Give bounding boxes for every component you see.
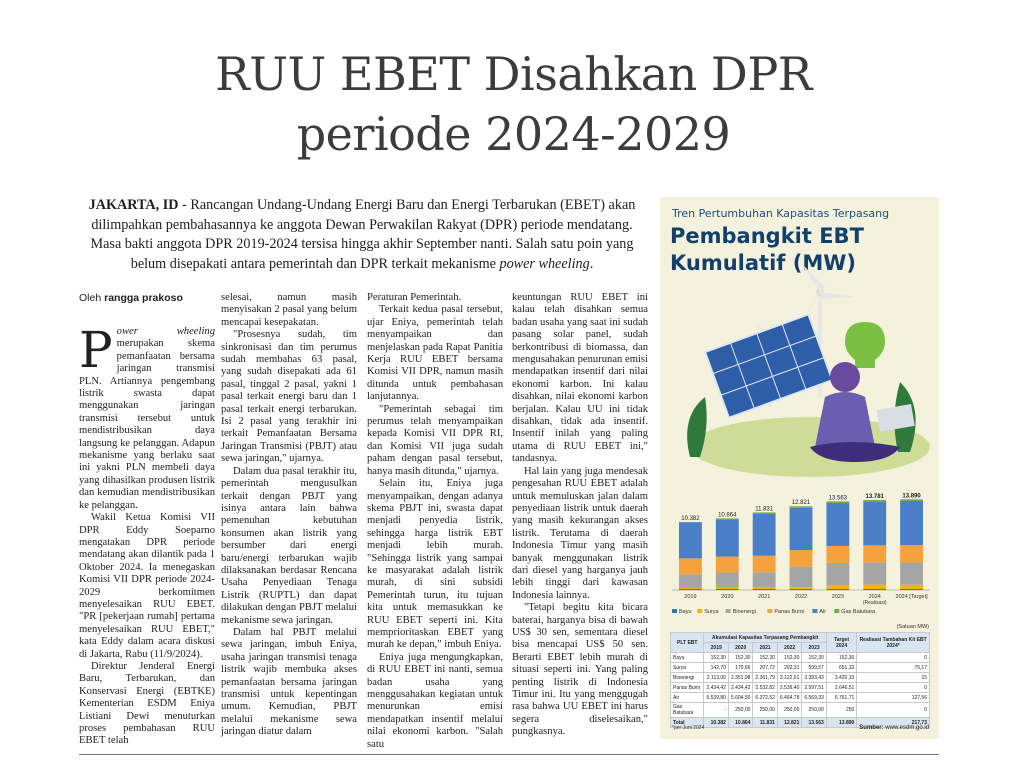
table-cell: 15 xyxy=(857,673,930,683)
header-year: 2023 xyxy=(802,643,826,653)
table-cell: 152,30 xyxy=(802,653,826,663)
table-cell: 2.351,98 xyxy=(728,673,752,683)
table-cell: 10.382 xyxy=(704,718,728,728)
bar-segment-panas-bumi xyxy=(863,545,886,562)
table-cell: 152,30 xyxy=(704,653,728,663)
table-row xyxy=(671,653,930,663)
headline-line-1: RUU EBET Disahkan DPR xyxy=(215,47,812,101)
table-row xyxy=(671,693,930,703)
bar-segment-bioenergi xyxy=(679,574,702,588)
paragraph-text: merupakan skema pemanfaatan bersama jaringan transmisi PLN. Artiannya pengembang listrik swasta dapat menggunakan jaringan transmisi tersebut untuk mendistribusikan daya langsung ke pelanggan. Adapun mekanisme yang berlaku saat ini yakni PLN membeli daya yang dihasilkan produsen listrik dan kemudian mendistribusikan ke pelanggan. xyxy=(79,338,215,511)
bar-segment-gas-batubara xyxy=(790,506,813,508)
infographic-title: Pembangkit EBT Kumulatif (MW) xyxy=(670,224,864,275)
legend-swatch xyxy=(767,609,772,613)
lead-end: . xyxy=(589,255,594,272)
paragraph: Dalam hal PBJT melalui sewa jaringan, imbuh Eniya, usaha jaringan transmisi tenaga listrik wajib membuka akses pemanfaatan bersama jaringan transmisi untuk kepentingan umum. Kemudian, PBJT melalui mekanisme sewa jaringan diatur dalam xyxy=(221,626,357,738)
bar-segment-surya xyxy=(716,588,739,589)
table-cell-label: Surya xyxy=(671,663,704,673)
table-cell: 13.890 xyxy=(826,718,856,728)
bar-segment-air xyxy=(863,502,886,546)
x-tick-label: 2024 xyxy=(868,594,881,600)
bar-segment-panas-bumi xyxy=(790,550,813,567)
x-tick-label: 2024 [Target] xyxy=(895,594,928,600)
table-cell: 6.464,78 xyxy=(777,693,801,703)
x-tick-note: (Realisasi) xyxy=(862,600,887,606)
drop-cap: P xyxy=(79,321,113,379)
header-target: Target 2024 xyxy=(826,633,856,653)
table-cell: 599,57 xyxy=(802,663,826,673)
capacity-bar-chart xyxy=(660,472,939,632)
bar-segment-panas-bumi xyxy=(900,545,923,562)
bar-total-label: 10.864 xyxy=(718,512,737,519)
source-value: www.esdm.go.id xyxy=(883,725,929,731)
table-row xyxy=(671,683,930,693)
article-column-3 xyxy=(367,292,503,750)
paragraph: "Tetapi begitu kita bicara baterai, harganya bisa di bawah US$ 30 sen, sementara diesel bisa mencapai US$ 50 sen. Berarti EBET lebih murah di situasi seperti ini. Yang paling penting listrik di Indonesia Timur ini. Itu yang menggugah rasa bahwa UU EBET ini harus segera diselesaikan," pungkasnya. xyxy=(512,602,648,738)
lead-text: - Rancangan Undang-Undang Energi Baru dan Energi Terbarukan (EBET) akan dilimpahkan pembahasannya ke anggota Dewan Perwakilan Rakyat (DPR) periode mendatang. Masa bakti anggota DPR 2019-2024 tersisa hingga akhir September nanti. Salah satu poin yang belum disepakati antara pemerintah dan DPR terkait mekanisme xyxy=(90,197,636,272)
table-cell: 250 xyxy=(826,703,856,718)
header-accumulation: Akumulasi Kapasitas Terpasang Pembangkit xyxy=(704,633,826,643)
bottom-rule xyxy=(79,754,939,755)
italic-term: ower wheeling xyxy=(116,326,215,337)
article-column-2 xyxy=(221,292,357,742)
table-cell: 207,72 xyxy=(753,663,777,673)
bar-segment-panas-bumi xyxy=(753,556,776,573)
bar-segment-surya xyxy=(826,585,849,589)
bar-segment-air xyxy=(679,522,702,558)
bar-segment-air xyxy=(900,501,923,545)
bar-segment-surya xyxy=(753,588,776,589)
table-cell: 152,30 xyxy=(777,653,801,663)
bar-segment-surya xyxy=(790,587,813,589)
legend-label: Surya xyxy=(704,609,719,615)
table-cell: 3.420,10 xyxy=(826,673,856,683)
infographic-subtitle: Tren Pertumbuhan Kapasitas Terpasang xyxy=(672,207,890,220)
table-row xyxy=(671,703,930,718)
header-year: 2021 xyxy=(753,643,777,653)
paragraph: Dalam dua pasal terakhir itu, pemerintah mengusulkan terkait dengan PBJT yang isinya antara lain bahwa pemenuhan kebutuhan konsumen akan listrik yang bersumber dari energi baru/energi terbarukan wajib dilaksanakan berdasar Rencana Usaha Penyediaan Tenaga Listrik (RUPTL) dan dapat dilakukan dengan PBJT melalui mekanisme sewa jaringan. xyxy=(221,465,357,626)
table-cell: 0 xyxy=(857,683,930,693)
x-tick-label: 2020 xyxy=(721,594,734,600)
table-cell: 0 xyxy=(857,703,930,718)
table-cell: - xyxy=(704,703,728,718)
bar-segment-air xyxy=(826,503,849,546)
bar-segment-bioenergi xyxy=(790,567,813,587)
table-cell: 2.113,00 xyxy=(704,673,728,683)
bar-segment-bioenergi xyxy=(753,572,776,587)
table-cell: 2.361,79 xyxy=(753,673,777,683)
bar-total-label: 13.781 xyxy=(865,493,884,500)
paragraph: Peraturan Pemerintah. xyxy=(367,292,462,303)
legend-swatch xyxy=(812,609,817,613)
table-row xyxy=(671,663,930,673)
bar-segment-bioenergi xyxy=(863,562,886,584)
bar-segment-gas-batubara xyxy=(900,499,923,501)
header-plt: PLT EBT xyxy=(671,633,704,653)
bar-segment-air xyxy=(790,508,813,550)
table-cell: 170,66 xyxy=(728,663,752,673)
capacity-table xyxy=(670,632,930,728)
header-year: 2022 xyxy=(777,643,801,653)
legend-label: Bayu xyxy=(679,609,692,615)
table-cell: 5.604,50 xyxy=(728,693,752,703)
renewable-energy-illustration-icon xyxy=(660,257,939,487)
table-cell: 3.122,51 xyxy=(777,673,801,683)
x-tick-label: 2019 xyxy=(684,594,697,600)
article-column-4 xyxy=(512,292,648,742)
table-cell-label: Panas Bumi xyxy=(671,683,704,693)
table-cell-label: Gas Batubara xyxy=(671,703,704,718)
paragraph: selesai, namun masih menyisakan 2 pasal yang belum mencapai kesepakatan. xyxy=(221,292,357,328)
legend-swatch xyxy=(697,609,702,613)
table-cell: 6.372,52 xyxy=(753,693,777,703)
header-added: Realisasi Tambahan Kit EBT 2024* xyxy=(857,633,930,653)
table-cell-label: Bioenergi xyxy=(671,673,704,683)
table-cell: 127,56 xyxy=(857,693,930,703)
legend-swatch xyxy=(672,609,677,613)
table-cell: 75,17 xyxy=(857,663,930,673)
x-tick-label: 2021 xyxy=(758,594,771,600)
table-cell-label: Air xyxy=(671,693,704,703)
bar-segment-bioenergi xyxy=(716,573,739,588)
table-cell: 2.434,42 xyxy=(704,683,728,693)
dateline: JAKARTA, ID xyxy=(88,197,179,213)
paragraph: Selain itu, Eniya juga menyampaikan, dengan adanya skema PBJT ini, swasta dapat menjadi penyedia listrik, sehingga harga listrik EBT menjadi lebih murah. "Sehingga listrik yang sampai ke masyarakat adalah listrik murah, di sini subsidi Pemerintah turun, itu tujuan kita untuk memasukkan ke RUU EBET seperti ini. Kita memprioritaskan EBET yang murah ke depan," imbuh Eniya. xyxy=(367,478,503,651)
headline-line-2: periode 2024-2029 xyxy=(296,107,731,161)
table-cell: 651,10 xyxy=(826,663,856,673)
bar-segment-gas-batubara xyxy=(826,501,849,503)
table-cell: 11.831 xyxy=(753,718,777,728)
table-cell: 2.597,51 xyxy=(802,683,826,693)
table-cell: 152,30 xyxy=(826,653,856,663)
source xyxy=(859,725,929,731)
bar-segment-gas-batubara xyxy=(753,512,776,514)
lead-paragraph xyxy=(86,196,638,274)
table-cell: 2.646,51 xyxy=(826,683,856,693)
bar-segment-air xyxy=(753,514,776,556)
table-cell: 2.532,82 xyxy=(753,683,777,693)
bar-segment-bioenergi xyxy=(900,562,923,584)
bar-segment-gas-batubara xyxy=(716,518,739,520)
legend-swatch xyxy=(726,609,731,613)
table-cell: 152,30 xyxy=(728,653,752,663)
paragraph: Terkait kedua pasal tersebut, ujar Eniya, pemerintah telah menyampaikan dan menjelaskan pada Rapat Panitia Kerja RUU EBET bersama Komisi VII DPR, namun masih ditunda untuk pembahasan lanjutannya. xyxy=(367,304,503,403)
table-cell: 142,70 xyxy=(704,663,728,673)
lead-italic-term: power wheeling xyxy=(499,255,590,272)
bar-total-label: 11.831 xyxy=(755,506,774,513)
table-cell: 0 xyxy=(857,653,930,663)
bar-segment-surya xyxy=(900,585,923,589)
table-cell: 13.563 xyxy=(802,718,826,728)
byline-author: rangga prakoso xyxy=(104,292,183,304)
paragraph: Hal lain yang juga mendesak pengesahan RUU EBET adalah untuk memuluskan jalan dalam penyediaan listrik untuk daerah yang masih kekurangan akses listrik. Terutama di daerah Indonesia Timur yang masih banyak menggunakan listrik dari diesel yang harganya jauh lebih tinggi dari kawasan Indonesia lainnya. xyxy=(512,465,648,601)
table-cell-label: Bayu xyxy=(671,653,704,663)
table-row xyxy=(671,673,930,683)
legend-label: Air xyxy=(819,609,827,615)
bar-segment-air xyxy=(716,520,739,557)
x-tick-label: 2022 xyxy=(794,594,808,600)
table-cell: 217,73 xyxy=(857,718,930,728)
source-label: Sumber: xyxy=(859,725,884,731)
bar-total-label: 12.821 xyxy=(791,500,811,507)
legend-label: Gas Batubara xyxy=(841,609,876,615)
bar-total-label: 10.382 xyxy=(681,516,700,523)
bar-segment-surya xyxy=(863,585,886,589)
paragraph xyxy=(79,321,215,512)
legend-label: Bioenergi xyxy=(732,609,756,615)
legend-label: Panas Bumi xyxy=(774,609,805,615)
table-cell: 5.539,80 xyxy=(704,693,728,703)
bar-segment-panas-bumi xyxy=(826,546,849,563)
bar-segment-panas-bumi xyxy=(716,557,739,573)
bar-segment-bioenergi xyxy=(826,563,849,585)
paragraph: "Pemerintah sebagai tim perumus telah menyampaikan kepada Komisi VII DPR RI, dan Komisi VII juga sudah paham dengan pasal tersebut, hanya masih ditunda," ujarnya. xyxy=(367,403,503,477)
legend-swatch xyxy=(834,609,839,613)
bar-segment-gas-batubara xyxy=(863,500,886,502)
paragraph: "Prosesnya sudah, tim sinkronisasi dan tim perumus sudah membahas 63 pasal, yang sudah disepakati ada 61 pasal, tinggal 2 pasal, yakni 1 pasal terkait energi baru dan 1 pasal terkait energi terbarukan. Isi 2 pasal yang terakhir ini terkait Pemanfaatan Bersama Jaringan Transmisi (PBJT) atau sewa jaringan," ujarnya. xyxy=(221,329,357,465)
header-year: 2020 xyxy=(728,643,752,653)
table-cell: 2.539,40 xyxy=(777,683,801,693)
paragraph: Direktur Jenderal Energi Baru, Terbarukan, dan Konservasi Energi (EBTKE) Kementerian ESDM Eniya Listiani Dewi menuturkan proses pembahasan RUU EBET telah xyxy=(79,660,215,747)
table-cell: 6.761,71 xyxy=(826,693,856,703)
table-cell: 10.864 xyxy=(728,718,752,728)
table-cell-label: Total xyxy=(671,718,704,728)
byline-prefix: Oleh xyxy=(79,292,105,304)
table-cell: 250,00 xyxy=(728,703,752,718)
paragraph: Wakil Ketua Komisi VII DPR Eddy Soeparno mengatakan DPR periode mendatang akan dilantik pada 1 Oktober 2024. Ia menegaskan Komisi VII DPR periode 2024-2029 berkomitmen menyelesaikan RUU EBET. "PR [pekerjaan rumah] pertama menyelesaikan RUU EBET," kata Eddy dalam acara diskusi di Jakarta, Rabu (11/9/2024). xyxy=(79,512,215,660)
table-cell: 12.821 xyxy=(777,718,801,728)
infographic xyxy=(660,197,939,739)
bar-segment-panas-bumi xyxy=(679,558,702,574)
table-cell: 292,31 xyxy=(777,663,801,673)
table-cell: 152,30 xyxy=(753,653,777,663)
paragraph: Eniya juga mengungkapkan, di RUU EBET ini nanti, semua badan usaha yang menggusahakan kegiatan untuk menurunkan emisi mendapatkan insentif melalui nilai ekonomi karbon. "Salah satu xyxy=(367,651,503,750)
table-cell: 250,00 xyxy=(753,703,777,718)
byline xyxy=(79,292,183,304)
table-cell: 250,00 xyxy=(777,703,801,718)
article-column-1 xyxy=(79,321,215,747)
table-cell: 3.393,43 xyxy=(802,673,826,683)
table-cell: 2.434,42 xyxy=(728,683,752,693)
table-cell: 6.569,33 xyxy=(802,693,826,703)
table-unit: (Satuan MW) xyxy=(896,624,929,630)
bar-segment-surya xyxy=(679,588,702,589)
x-tick-label: 2023 xyxy=(831,594,844,600)
bar-total-label: 13.890 xyxy=(902,493,921,500)
table-footnote: *per Juni 2024 xyxy=(672,725,705,731)
bar-total-label: 13.563 xyxy=(828,495,848,502)
headline xyxy=(0,44,1027,164)
header-year: 2019 xyxy=(704,643,728,653)
table-cell: 250,00 xyxy=(802,703,826,718)
paragraph: keuntungan RUU EBET ini kalau telah disahkan semua badan usaha yang saat ini sudah pasang solar panel, sudah berkontribusi di biomassa, dan mengusahakan penurunan emisi mendapatkan insentif dari nilai ekonomi karbon. Ini kalau disahkan, nilai ekonomi karbon berjalan. Kalau UU ini tidak disahkan, tidak ada insentif. Insentif inilah yang paling utama di RUU EBET ini," tandasnya. xyxy=(512,292,648,465)
